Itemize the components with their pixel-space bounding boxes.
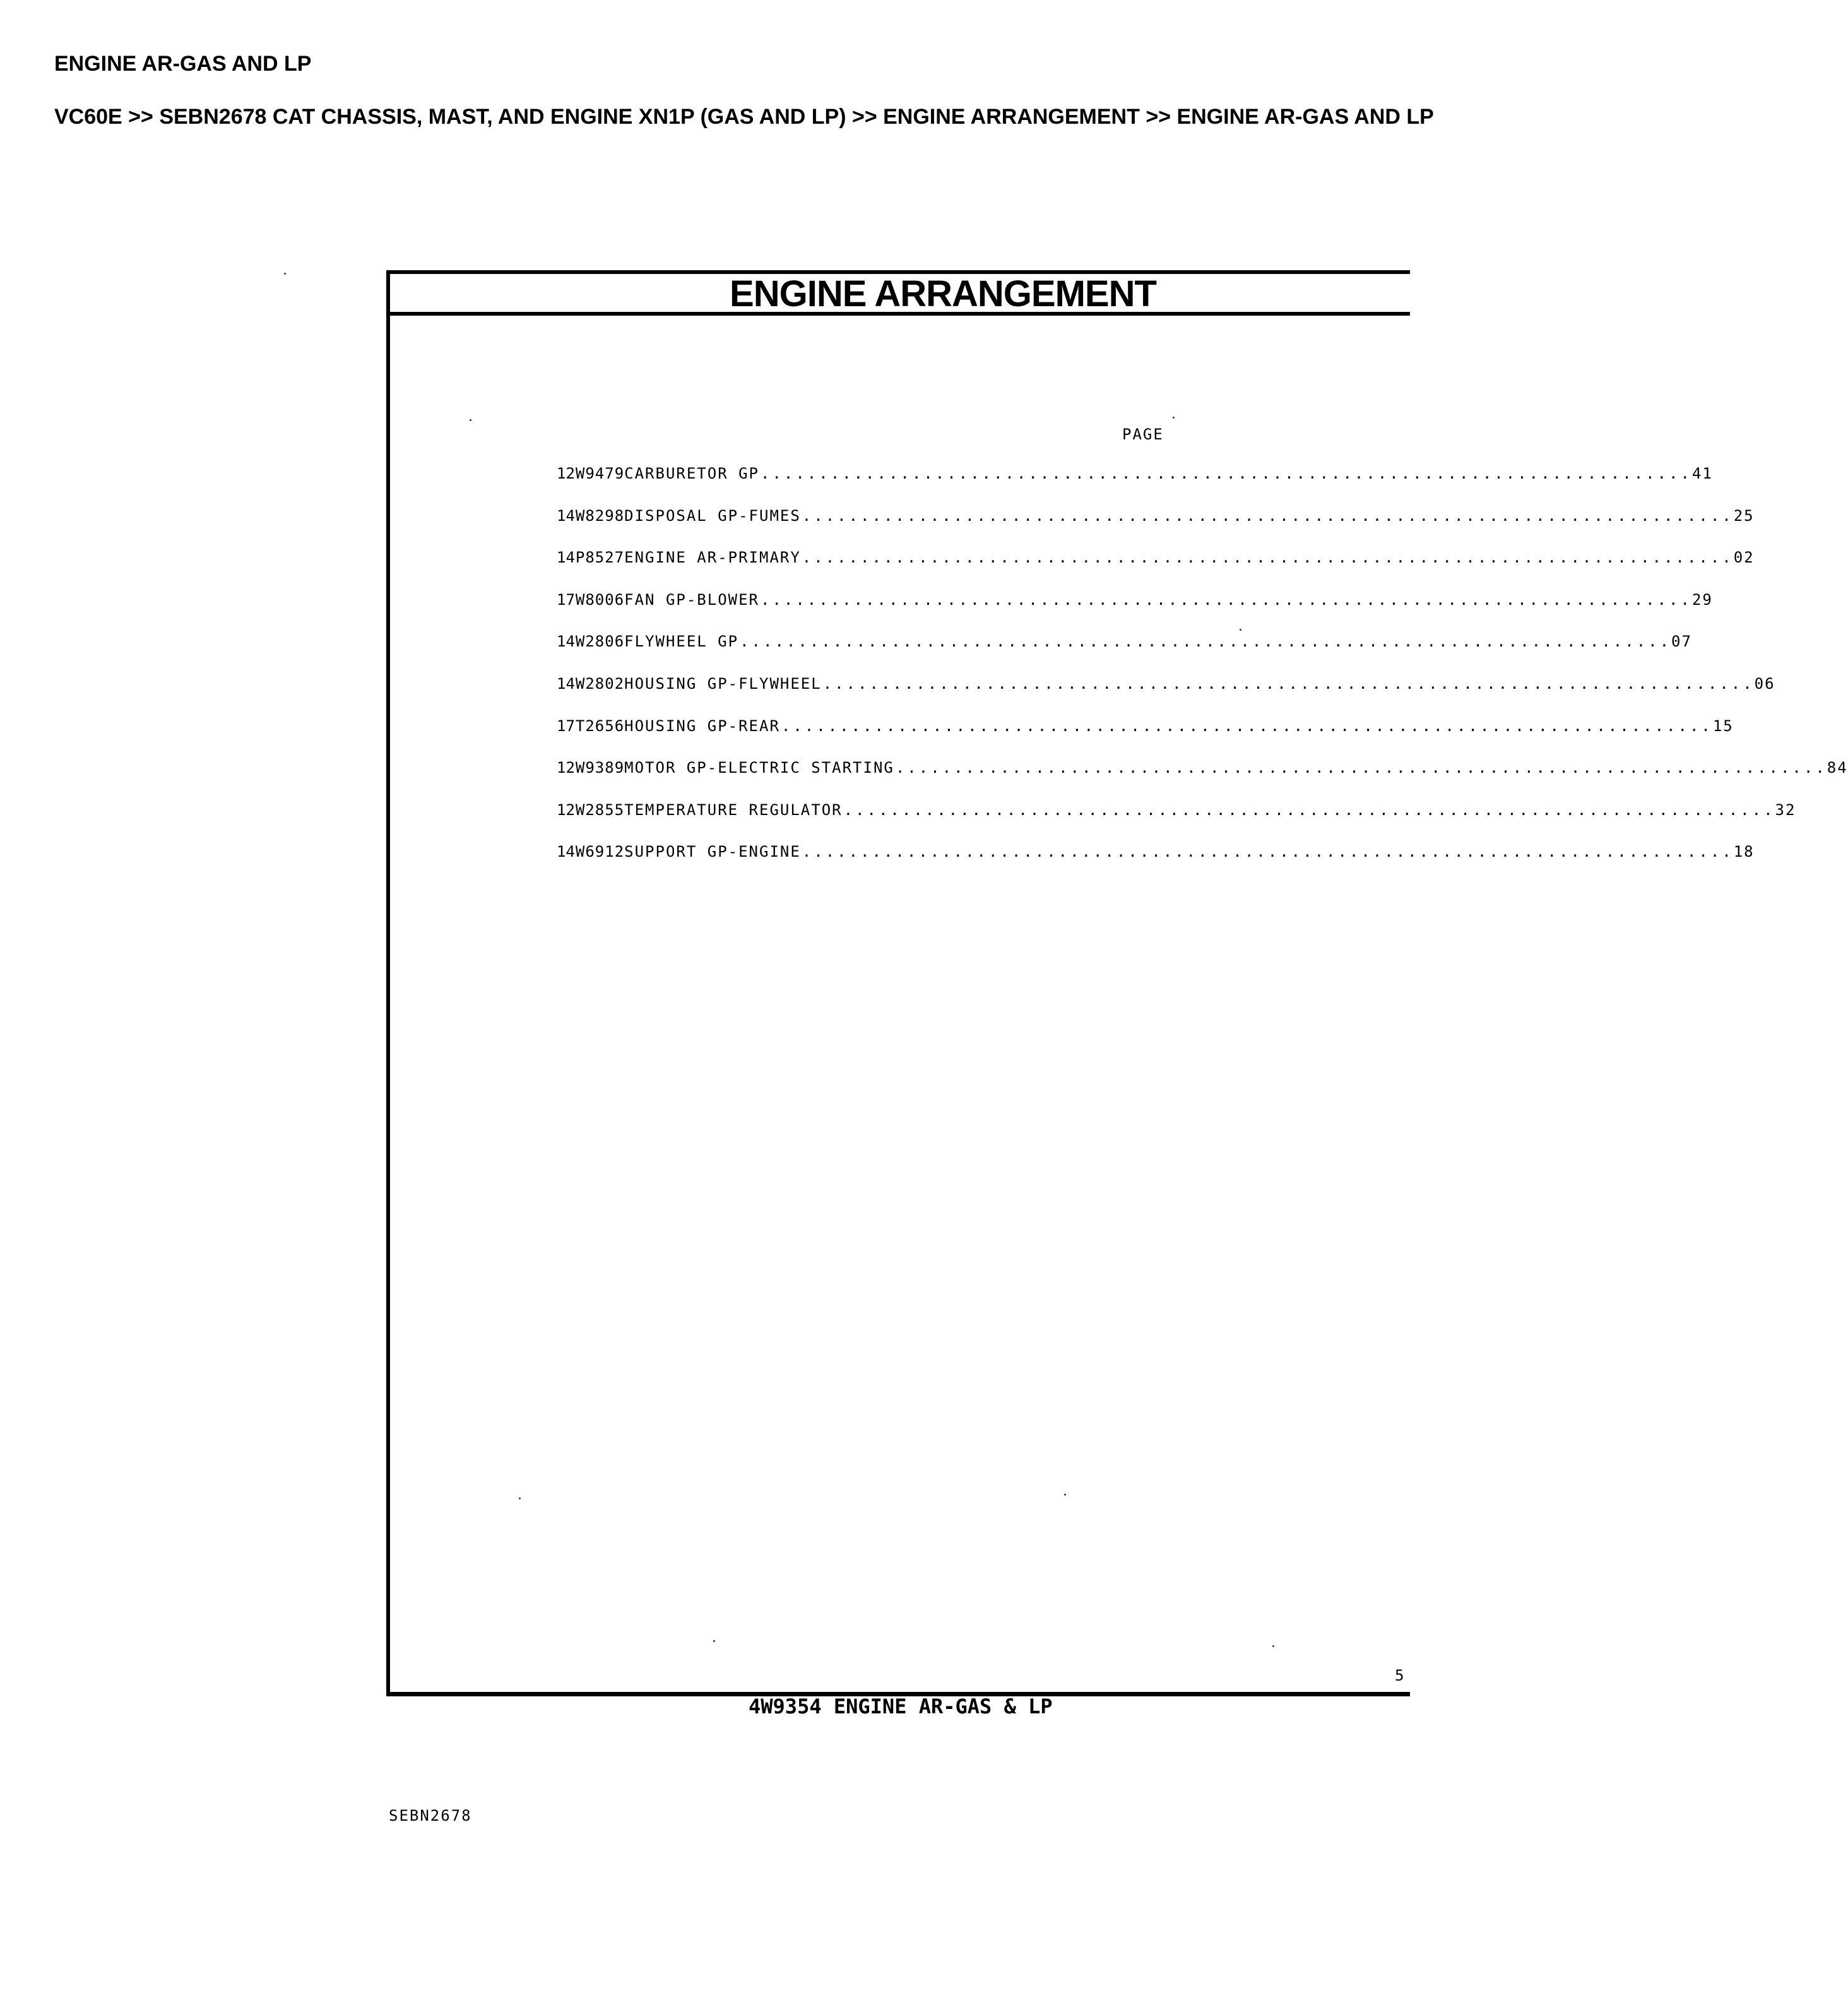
page-column-label: PAGE — [1122, 426, 1164, 443]
dot-leader: ................................................................................ — [802, 843, 1734, 861]
dot-leader: ................................................................................ — [740, 633, 1672, 651]
part-quantity: 1 — [557, 506, 566, 525]
parts-index-list — [557, 465, 1848, 885]
part-quantity: 1 — [557, 759, 566, 777]
dot-leader: ................................................................................ — [843, 801, 1775, 819]
part-number: 4W8298 — [566, 506, 625, 525]
part-number: 2W9479 — [566, 465, 625, 482]
part-number: 2W9389 — [566, 759, 625, 777]
part-description: FLYWHEEL GP — [624, 633, 739, 651]
part-quantity: 1 — [557, 590, 566, 609]
dot-leader: ................................................................................ — [802, 549, 1734, 567]
part-description: FAN GP-BLOWER — [624, 590, 759, 609]
scan-speck — [713, 1640, 715, 1642]
part-quantity: 1 — [557, 843, 566, 861]
part-number: 7W8006 — [566, 590, 625, 609]
part-row — [557, 590, 1713, 633]
part-row — [557, 717, 1734, 759]
part-number: 4P8527 — [566, 549, 625, 567]
part-row — [557, 633, 1692, 675]
part-description: DISPOSAL GP-FUMES — [624, 506, 801, 525]
part-quantity: 1 — [557, 633, 566, 651]
part-number: 2W2855 — [566, 801, 625, 819]
scan-speck — [284, 273, 286, 275]
part-description: TEMPERATURE REGULATOR — [624, 801, 843, 819]
part-page-reference: 41 — [1691, 465, 1713, 482]
scan-speck — [1272, 1645, 1274, 1647]
part-page-reference: 02 — [1733, 549, 1755, 567]
dot-leader: ................................................................................ — [761, 465, 1692, 482]
part-row — [557, 549, 1755, 591]
part-quantity: 1 — [557, 549, 566, 567]
part-page-reference: 18 — [1733, 843, 1755, 861]
part-quantity: 1 — [557, 674, 566, 693]
document-code: SEBN2678 — [389, 1807, 472, 1824]
dot-leader: ................................................................................ — [781, 717, 1713, 735]
dot-leader: ................................................................................ — [822, 674, 1755, 693]
part-page-reference: 06 — [1754, 674, 1775, 693]
breadcrumb: VC60E >> SEBN2678 CAT CHASSIS, MAST, AND ENGINE XN1P (GAS AND LP) >> ENGINE ARRANGEMENT >> ENGINE AR-GAS AND LP — [54, 105, 1434, 129]
part-page-reference: 29 — [1691, 590, 1713, 609]
part-description: MOTOR GP-ELECTRIC STARTING — [624, 759, 894, 777]
part-page-reference: 07 — [1671, 633, 1692, 651]
part-row — [557, 674, 1775, 717]
dot-leader: ................................................................................ — [895, 759, 1827, 777]
scan-speck — [1173, 417, 1175, 419]
part-number: 7T2656 — [566, 717, 625, 735]
part-row — [557, 759, 1848, 801]
part-row — [557, 465, 1713, 507]
part-page-reference: 32 — [1775, 801, 1796, 819]
part-description: ENGINE AR-PRIMARY — [624, 549, 801, 567]
part-number: 4W2802 — [566, 674, 625, 693]
part-row — [557, 843, 1755, 885]
part-quantity: 1 — [557, 717, 566, 735]
dot-leader: ................................................................................ — [761, 590, 1692, 609]
scan-speck — [1064, 1494, 1066, 1496]
document-title: ENGINE AR-GAS AND LP — [54, 52, 312, 76]
part-description: CARBURETOR GP — [624, 465, 759, 482]
dot-leader: ................................................................................ — [802, 506, 1734, 525]
scan-speck — [470, 419, 471, 421]
part-quantity: 1 — [557, 465, 566, 482]
part-row — [557, 801, 1796, 843]
scan-speck — [1240, 629, 1241, 631]
part-row — [557, 506, 1755, 549]
part-page-reference: 84 — [1827, 759, 1848, 777]
part-description: HOUSING GP-FLYWHEEL — [624, 674, 822, 693]
bottom-caption: 4W9354 ENGINE AR-GAS & LP — [749, 1694, 1053, 1718]
page-number: 5 — [1395, 1667, 1404, 1684]
part-page-reference: 25 — [1733, 506, 1755, 525]
part-number: 4W2806 — [566, 633, 625, 651]
part-page-reference: 15 — [1712, 717, 1734, 735]
section-title: ENGINE ARRANGEMENT — [730, 273, 1156, 314]
part-number: 4W6912 — [566, 843, 625, 861]
part-quantity: 1 — [557, 801, 566, 819]
part-description: SUPPORT GP-ENGINE — [624, 843, 801, 861]
part-description: HOUSING GP-REAR — [624, 717, 780, 735]
scan-speck — [519, 1497, 521, 1499]
